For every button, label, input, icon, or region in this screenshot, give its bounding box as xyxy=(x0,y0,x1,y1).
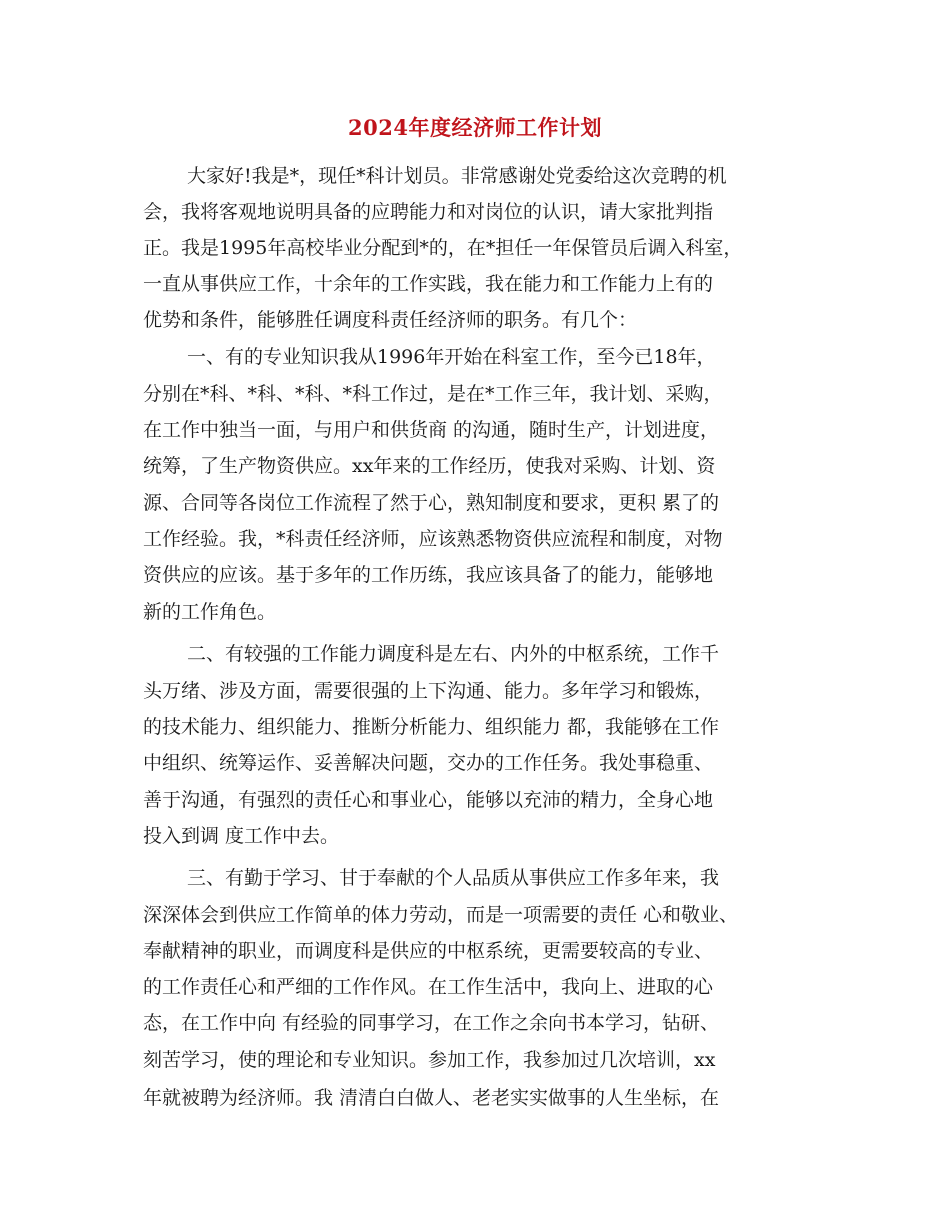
paragraph-line: 深深体会到供应工作简单的体力劳动，而是一项需要的责任 心和敬业、 xyxy=(143,904,739,926)
paragraph-line: 统筹，了生产物资供应。xx年来的工作经历，使我对采购、计划、资 xyxy=(143,455,716,477)
paragraph-line: 的技术能力、组织能力、推断分析能力、组织能力 都，我能够在工作 xyxy=(143,716,720,738)
paragraph-line: 工作经验。我，*科责任经济师，应该熟悉物资供应流程和制度，对物 xyxy=(143,528,723,550)
paragraph-line: 刻苦学习，使的理论和专业知识。参加工作，我参加过几次培训，xx xyxy=(143,1049,716,1071)
paragraph-line: 奉献精神的职业，而调度科是供应的中枢系统，更需要较高的专业、 xyxy=(143,940,714,962)
paragraph-line: 年就被聘为经济师。我 清清白白做人、老老实实做事的人生坐标，在 xyxy=(143,1087,720,1109)
paragraph-line: 源、合同等各岗位工作流程了然于心，熟知制度和要求，更积 累了的 xyxy=(143,492,720,514)
paragraph-line: 在工作中独当一面，与用户和供货商 的沟通，随时生产，计划进度， xyxy=(143,419,720,441)
paragraph-line: 头万绪、涉及方面，需要很强的上下沟通、能力。多年学习和锻炼， xyxy=(143,680,714,702)
paragraph-line: 二、有较强的工作能力调度科是左右、内外的中枢系统，工作千 xyxy=(187,643,720,665)
paragraph-line: 资供应的应该。基于多年的工作历练，我应该具备了的能力，能够地 xyxy=(143,564,714,586)
paragraph-line: 的工作责任心和严细的工作作风。在工作生活中，我向上、进取的心 xyxy=(143,976,714,998)
paragraph-line: 态，在工作中向 有经验的同事学习，在工作之余向书本学习，钻研、 xyxy=(143,1012,720,1034)
paragraph-line: 正。我是1995年高校毕业分配到*的，在*担任一年保管员后调入科室， xyxy=(143,237,743,259)
paragraph-line: 三、有勤于学习、甘于奉献的个人品质从事供应工作多年来，我 xyxy=(187,867,720,889)
paragraph-line: 一、有的专业知识我从1996年开始在科室工作，至今已18年， xyxy=(187,346,716,368)
paragraph-line: 一直从事供应工作，十余年的工作实践，我在能力和工作能力上有的 xyxy=(143,273,714,295)
paragraph-line: 优势和条件，能够胜任调度科责任经济师的职务。有几个： xyxy=(143,309,638,331)
paragraph-line: 会，我将客观地说明具备的应聘能力和对岗位的认识，请大家批判指 xyxy=(143,201,714,223)
document-title: 2024年度经济师工作计划 xyxy=(348,115,602,140)
paragraph-line: 投入到调 度工作中去。 xyxy=(143,825,340,847)
paragraph-line: 善于沟通，有强烈的责任心和事业心，能够以充沛的精力，全身心地 xyxy=(143,789,714,811)
paragraph-line: 中组织、统筹运作、妥善解决问题，交办的工作任务。我处事稳重、 xyxy=(143,752,714,774)
paragraph-line: 分别在*科、*科、*科、*科工作过，是在*工作三年，我计划、采购， xyxy=(143,383,723,405)
paragraph-line: 新的工作角色。 xyxy=(143,601,277,623)
paragraph-line: 大家好!我是*，现任*科计划员。非常感谢处党委给这次竞聘的机 xyxy=(187,165,727,187)
